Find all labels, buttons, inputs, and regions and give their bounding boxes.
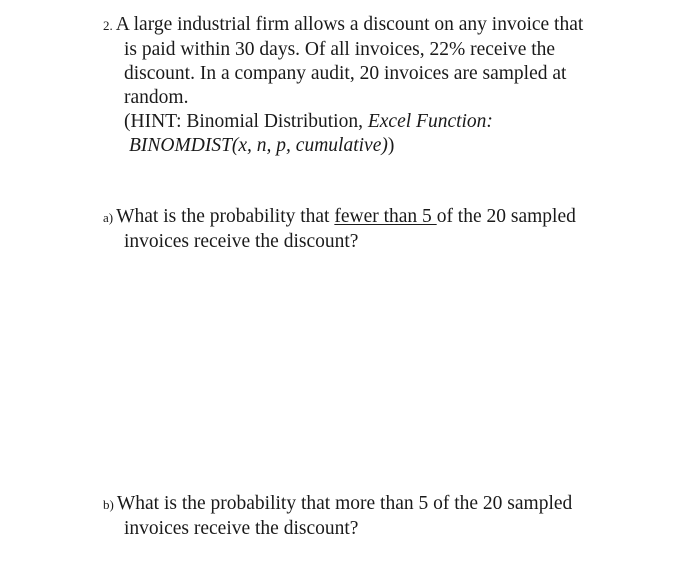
- problem-2: [103, 13, 583, 158]
- part-a-text-pre: What is the probability that: [116, 206, 335, 227]
- hint-line-2: [103, 134, 583, 158]
- part-a-line-1: [103, 205, 576, 230]
- problem-line-4: random.: [124, 87, 189, 108]
- problem-line-2: is paid within 30 days. Of all invoices, 22% receive the: [124, 39, 556, 60]
- hint-line-1: [103, 110, 583, 134]
- part-b-line-1: [103, 492, 572, 517]
- part-b-text-1: What is the probability that more than 5 of the 20 sampled: [116, 493, 573, 514]
- part-a-text-post: of the 20 sampled: [436, 206, 576, 227]
- hint-open: (HINT: Binomial Distribution,: [124, 111, 368, 132]
- part-b: [103, 492, 572, 541]
- problem-number: 2.: [103, 18, 113, 33]
- part-a-line-2: invoices receive the discount?: [124, 231, 359, 252]
- part-b-line-2: invoices receive the discount?: [124, 518, 359, 539]
- problem-line-3: discount. In a company audit, 20 invoices are sampled at: [124, 63, 567, 84]
- part-a: [103, 205, 576, 254]
- hint-excel-function: Excel Function:: [367, 111, 493, 132]
- part-a-marker: a): [103, 210, 114, 225]
- hint-close: ): [387, 135, 395, 156]
- problem-line-1: [103, 13, 583, 38]
- hint-binomdist: BINOMDIST(x, n, p, cumulative): [129, 135, 388, 156]
- part-b-marker: b): [103, 497, 114, 512]
- problem-text-1: A large industrial firm allows a discount on any invoice that: [115, 14, 584, 35]
- part-a-underlined: fewer than 5: [334, 206, 437, 227]
